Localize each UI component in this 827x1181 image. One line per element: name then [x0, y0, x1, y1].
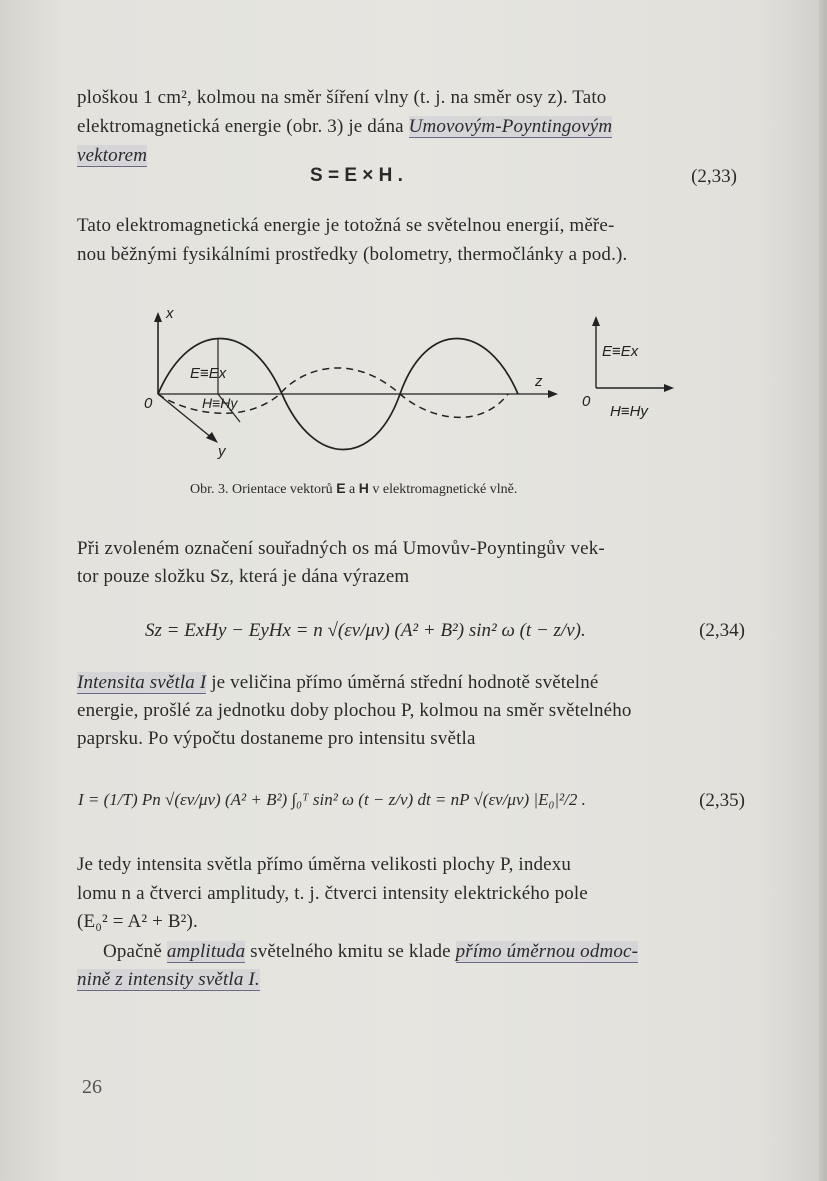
equation-2-33: S = E × H .	[310, 165, 403, 186]
vektorem-term: vektorem	[77, 145, 148, 166]
e-main-label: E≡Ex	[190, 365, 227, 382]
caption-e: E	[336, 480, 346, 496]
origin-label: 0	[144, 395, 153, 412]
side-e-arrow	[592, 316, 600, 326]
h-main-label: H≡Hy	[202, 395, 238, 411]
umov-poynting-term: Umovovým-Poyntingovým	[408, 116, 613, 137]
wave-figure	[130, 300, 690, 470]
para5-line-1: Je tedy intensita světla přímo úměrna velikosti plochy P, indexu	[77, 854, 572, 875]
text-line-3	[77, 144, 749, 168]
para4-line-2: energie, prošlé za jednotku doby plochou P, kolmou na směr světelného	[77, 700, 632, 721]
equation-2-34: Sz = ExHy − EyHx = n √(εv/μv) (A² + B²) sin² ω (t − z/v).	[145, 620, 586, 641]
para5-line-2: lomu n a čtverci amplitudy, t. j. čtverci intensity elektrického pole	[77, 883, 588, 904]
caption-suffix: v elektromagnetické vlně.	[368, 482, 518, 497]
z-axis-arrow	[548, 390, 558, 398]
text-line-2-start: elektromagnetická energie (obr. 3) je dána	[77, 116, 409, 137]
para6-tail1: přímo úměrnou odmoc-	[455, 941, 639, 962]
side-e-label: E≡Ex	[602, 343, 639, 360]
x-label: x	[166, 305, 174, 322]
text-line-2	[77, 115, 749, 139]
text-line-1: ploškou 1 cm², kolmou na směr šíření vlny (t. j. na směr osy z). Tato	[77, 87, 607, 108]
para6-line-1	[103, 940, 775, 964]
z-label: z	[535, 373, 543, 390]
figure-caption	[190, 480, 517, 498]
equation-2-35: I = (1/T) Pn √(εv/μv) (A² + B²) ∫₀ᵀ sin² ω (t − z/v) dt = nP √(εv/μv) |E₀|²/2 .	[78, 790, 586, 809]
side-h-arrow	[664, 384, 674, 392]
para3-line-2: tor pouze složku Sz, která je dána výrazem	[77, 566, 410, 587]
amplituda-term: amplituda	[166, 941, 246, 962]
para6-start: Opačně	[103, 941, 167, 962]
para4-line-1	[77, 671, 749, 695]
equation-number-2-34: (2,34)	[699, 620, 745, 641]
para4-line-3: paprsku. Po výpočtu dostaneme pro intensitu světla	[77, 728, 476, 749]
equation-number-2-35: (2,35)	[699, 790, 745, 811]
x-axis-arrow	[154, 312, 162, 322]
y-label: y	[218, 443, 226, 460]
equation-number-2-33: (2,33)	[691, 166, 737, 187]
para6-line-2	[77, 968, 749, 992]
caption-h: H	[358, 480, 369, 496]
para6-tail2: nině z intensity světla I.	[77, 969, 260, 990]
side-origin-label: 0	[582, 393, 591, 410]
intensita-term: Intensita světla I	[77, 672, 207, 693]
caption-prefix: Obr. 3. Orientace vektorů	[190, 482, 337, 497]
page-number: 26	[82, 1076, 102, 1098]
side-h-label: H≡Hy	[610, 403, 648, 420]
para2-line-2: nou běžnými fysikálními prostředky (bolometry, thermočlánky a pod.).	[77, 244, 628, 265]
para6-middle: světelného kmitu se klade	[245, 941, 456, 962]
y-axis-arrow	[206, 432, 218, 443]
para4-line-1-rest: je veličina přímo úměrná střední hodnotě světelné	[206, 672, 599, 693]
para3-line-1: Při zvoleném označení souřadných os má Umovův-Poyntingův vek-	[77, 538, 605, 559]
book-spine-shadow	[819, 0, 827, 1181]
para2-line-1: Tato elektromagnetická energie je totožná se světelnou energií, měře-	[77, 215, 615, 236]
caption-mid: a	[345, 482, 359, 497]
para5-line-3: (E₀² = A² + B²).	[77, 911, 198, 932]
